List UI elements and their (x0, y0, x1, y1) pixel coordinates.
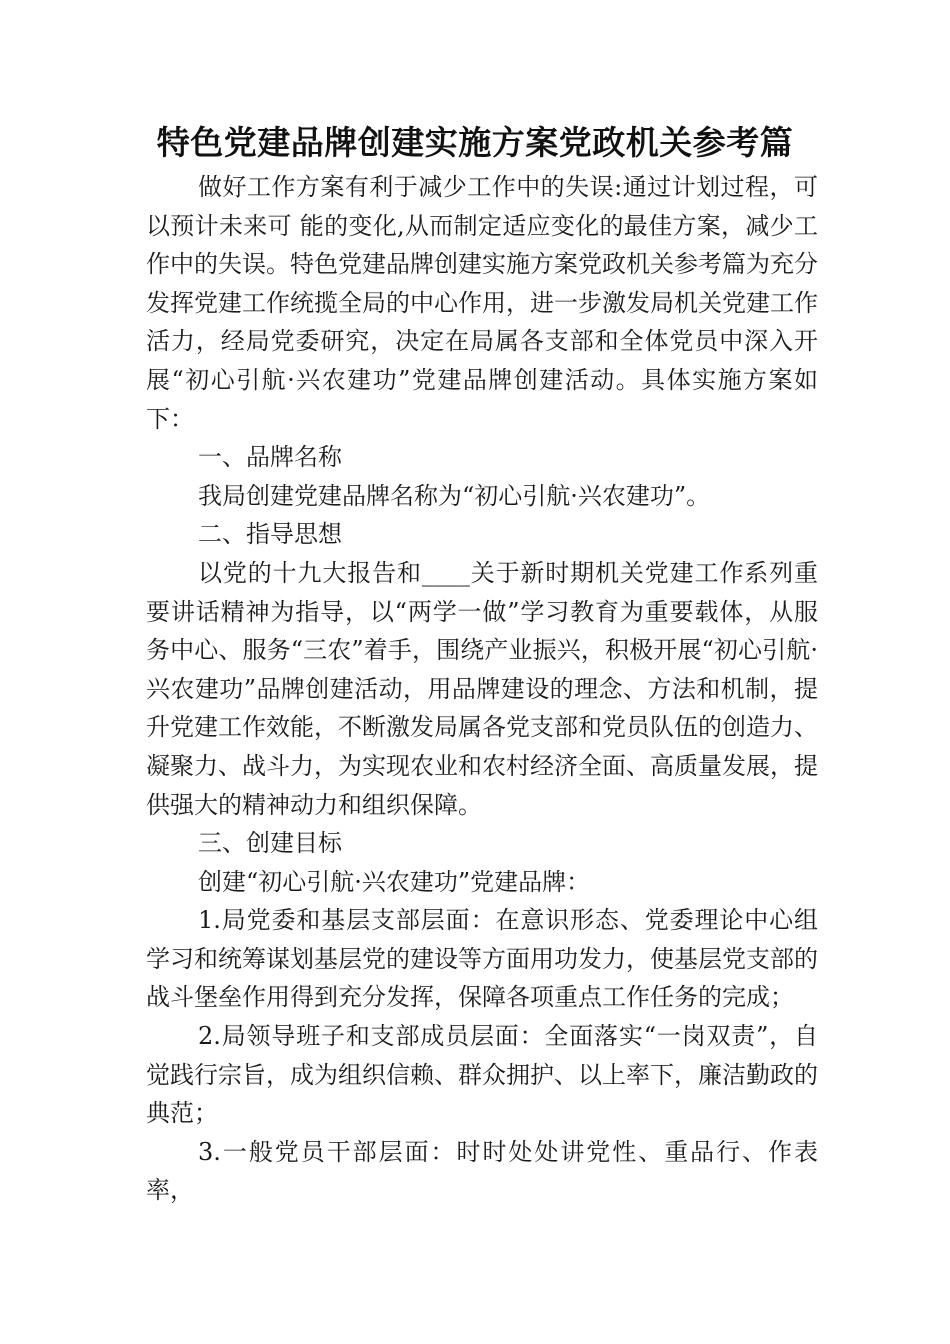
heading-guiding-ideology: 二、指导思想 (198, 520, 342, 549)
heading-goals: 三、创建目标 (198, 829, 342, 858)
paragraph-brand-name: 我局创建党建品牌名称为“初心引航·兴农建功”。 (198, 481, 711, 510)
list-item-goal-2: 2.局领导班子和支部成员层面：全面落实“一岗双责”，自觉践行宗旨，成为组织信赖、群众拥护、以上率下，廉洁勤政的典范； (146, 1022, 818, 1128)
list-item-goal-3: 3.一般党员干部层面：时时处处讲党性、重品行、作表率， (146, 1137, 818, 1205)
document-body (146, 168, 818, 1210)
paragraph-goals-intro: 创建“初心引航·兴农建功”党建品牌： (198, 867, 591, 896)
list-item-goal-1: 1.局党委和基层支部层面：在意识形态、党委理论中心组学习和统筹谋划基层党的建设等方面用功发力，使基层党支部的战斗堡垒作用得到充分发挥，保障各项重点工作任务的完成； (146, 906, 818, 1012)
paragraph-intro: 做好工作方案有利于减少工作中的失误:通过计划过程，可以预计未来可 能的变化,从而制定适应变化的最佳方案，减少工作中的失误。特色党建品牌创建实施方案党政机关参考篇为充分发挥党建工作统揽全局的中心作用，进一步激发局机关党建工作活力，经局党委研究，决定在局属各支部和全体党员中深入开展“初心引航·兴农建功”党建品牌创建活动。具体实施方案如下： (146, 173, 818, 433)
paragraph-guiding-ideology: 以党的十九大报告和____关于新时期机关党建工作系列重要讲话精神为指导，以“两学一做”学习教育为重要载体，从服务中心、服务“三农”着手，围绕产业振兴，积极开展“初心引航·兴农建功”品牌创建活动，用品牌建设的理念、方法和机制，提升党建工作效能，不断激发局属各党支部和党员队伍的创造力、凝聚力、战斗力，为实现农业和农村经济全面、高质量发展，提供强大的精神动力和组织保障。 (146, 558, 818, 819)
document-title: 特色党建品牌创建实施方案党政机关参考篇 (156, 123, 794, 162)
heading-brand-name: 一、品牌名称 (198, 443, 342, 472)
